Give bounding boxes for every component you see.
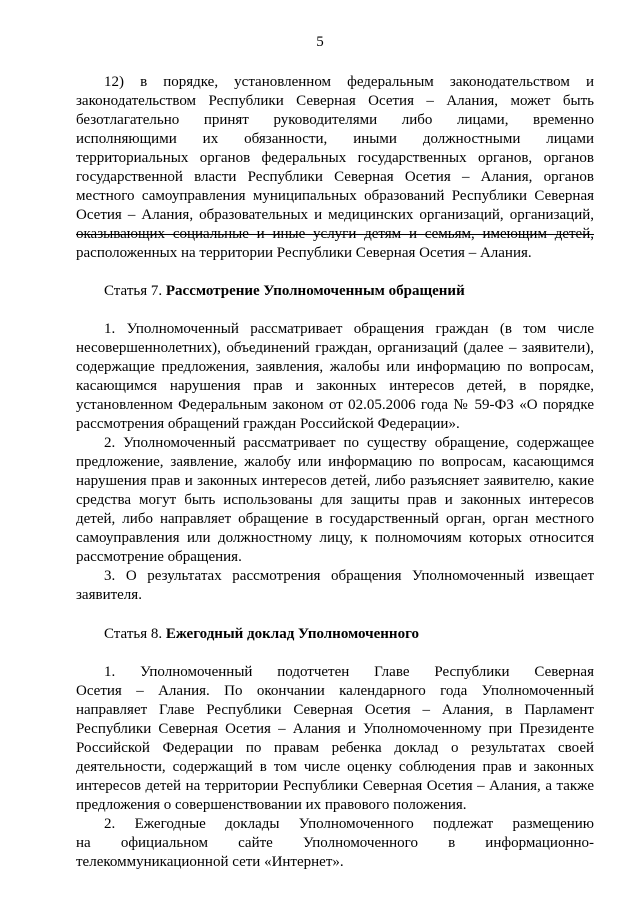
text-line: средства могут быть использованы для защиты прав и законных интересов xyxy=(76,492,594,508)
text-line: предложение, заявление, жалобу или информацию по вопросам, касающимся xyxy=(76,454,594,470)
text-line: на официальном сайте Уполномоченного в информационно- xyxy=(76,835,594,851)
text-line: направляет Главе Республики Северная Осетия – Алания, в Парламент xyxy=(76,702,594,718)
article-7-prefix: Статья 7. xyxy=(104,283,166,299)
text-line: 3. О результатах рассмотрения обращения Уполномоченный извещает xyxy=(104,568,594,584)
text-line: Осетия – Алания, образовательных и медицинских организаций, организаций, xyxy=(76,207,594,223)
text-line: заявителя. xyxy=(76,587,142,603)
page-number: 5 xyxy=(316,34,324,50)
article-7-heading xyxy=(104,283,465,300)
text-line: предложения о совершенствовании их правового положения. xyxy=(76,797,467,813)
text-line: нарушения прав и законных интересов детей, либо разъясняет заявителю, какие xyxy=(76,473,594,489)
article-8-title: Ежегодный доклад Уполномоченного xyxy=(165,626,420,642)
text-line: безотлагательно принят руководителями либо лицами, временно xyxy=(76,112,594,128)
text-line: интересов детей на территории Республики Северная Осетия – Алания, а также xyxy=(76,778,594,794)
text-line: рассмотрения обращений граждан Российской Федерации». xyxy=(76,416,460,432)
text-line: государственной власти Республики Северная Осетия – Алания, органов xyxy=(76,169,594,185)
text-line: содержащие предложения, заявления, жалобы или информацию по вопросам, xyxy=(76,359,594,375)
article-7-title: Рассмотрение Уполномоченным обращений xyxy=(165,283,465,299)
text-line: законодательством Республики Северная Осетия – Алания, может быть xyxy=(76,93,594,109)
text-line: расположенных на территории Республики Северная Осетия – Алания. xyxy=(76,245,532,261)
text-line: детей, либо направляет обращение в государственный орган, орган местного xyxy=(76,511,594,527)
text-line: 1. Уполномоченный рассматривает обращения граждан (в том числе xyxy=(104,321,594,337)
text-line: Республики Северная Осетия – Алания и Уполномоченному при Президенте xyxy=(76,721,594,737)
text-line: рассмотрение обращения. xyxy=(76,549,242,565)
text-line: территориальных органов федеральных государственных органов, органов xyxy=(76,150,594,166)
text-line: Осетия – Алания. По окончании календарного года Уполномоченный xyxy=(76,683,594,699)
text-line: местного самоуправления муниципальных образований Республики Северная xyxy=(76,188,594,204)
text-line: 12) в порядке, установленном федеральным законодательством и xyxy=(104,74,594,90)
text-line: деятельности, содержащий в том числе оценку соблюдения прав и законных xyxy=(76,759,594,775)
text-line: установленном Федеральным законом от 02.05.2006 года № 59-ФЗ «О порядке xyxy=(76,397,594,413)
text-line: касающимся нарушения прав и законных интересов детей, в порядке, xyxy=(76,378,594,394)
struck-text-line: оказывающих социальные и иные услуги детям и семьям, имеющим детей, xyxy=(76,226,594,242)
text-line: самоуправления или должностному лицу, к полномочиям которых относится xyxy=(76,530,594,546)
text-line: Российской Федерации по правам ребенка доклад о результатах своей xyxy=(76,740,594,756)
text-line: 2. Ежегодные доклады Уполномоченного подлежат размещению xyxy=(104,816,594,832)
article-8-prefix: Статья 8. xyxy=(104,626,166,642)
article-8-heading xyxy=(104,626,419,643)
text-line: исполняющими их обязанности, иными должностными лицами xyxy=(76,131,594,147)
text-line: 2. Уполномоченный рассматривает по существу обращение, содержащее xyxy=(104,435,594,451)
text-line: несовершеннолетних), объединений граждан, организаций (далее – заявители), xyxy=(76,340,594,356)
text-line: 1. Уполномоченный подотчетен Главе Республики Северная xyxy=(104,664,594,680)
text-line: телекоммуникационной сети «Интернет». xyxy=(76,854,344,870)
